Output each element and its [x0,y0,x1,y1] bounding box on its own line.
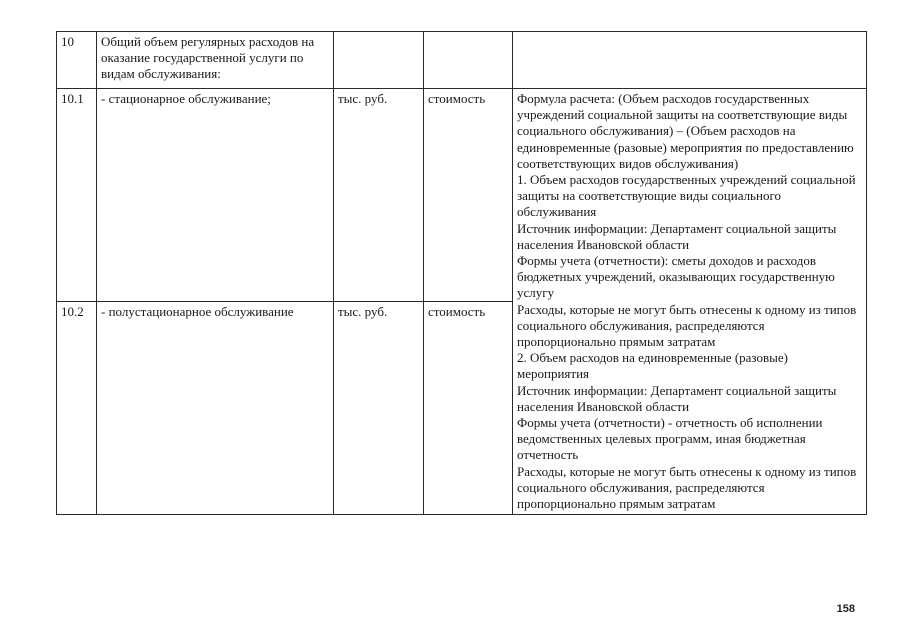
formula-text: Формула расчета: (Объем расходов государственных учреждений социальной защиты на соответствующие виды социального обслуживания) – (Объем расходов на единовременные (разовые) мероприятия по предоставлению соответствующих видов обслуживания) [517,91,854,171]
part2-forms: Формы учета (отчетности) - отчетность об исполнении ведомственных целевых программ, иная бюджетная отчетность [517,415,823,463]
part1-forms: Формы учета (отчетности): сметы доходов и расходов бюджетных учреждений, оказывающих государственную услугу [517,253,835,301]
indicator-name: - стационарное обслуживание; [97,89,334,302]
calculation-description [513,89,867,515]
part1-source: Источник информации: Департамент социальной защиты населения Ивановской области [517,220,837,252]
part1-heading: 1. Объем расходов государственных учреждений социальной защиты на соответствующие виды социального обслуживания [517,172,856,220]
type-cell: стоимость [424,89,513,302]
unit-cell: тыс. руб. [334,89,424,302]
indicator-name: Общий объем регулярных расходов на оказание государственной услуги по видам обслуживания: [97,32,334,89]
indicator-name: - полустационарное обслуживание [97,302,334,515]
row-number: 10.2 [57,302,97,515]
part2-source: Источник информации: Департамент социальной защиты населения Ивановской области [517,382,837,414]
table-row [57,89,867,302]
indicator-table [56,31,867,515]
part2-heading: 2. Объем расходов на единовременные (разовые) мероприятия [517,350,788,382]
page-number: 158 [836,603,855,615]
type-cell: стоимость [424,302,513,515]
description-cell [513,32,867,89]
table-row [57,32,867,89]
part1-other-costs: Расходы, которые не могут быть отнесены к одному из типов социального обслуживания, распределяются пропорционально прямым затратам [517,301,857,350]
unit-cell: тыс. руб. [334,302,424,515]
unit-cell [334,32,424,89]
type-cell [424,32,513,89]
row-number: 10 [57,32,97,89]
part2-other-costs: Расходы, которые не могут быть отнесены к одному из типов социального обслуживания, распределяются пропорционально прямым затратам [517,463,857,512]
row-number: 10.1 [57,89,97,302]
